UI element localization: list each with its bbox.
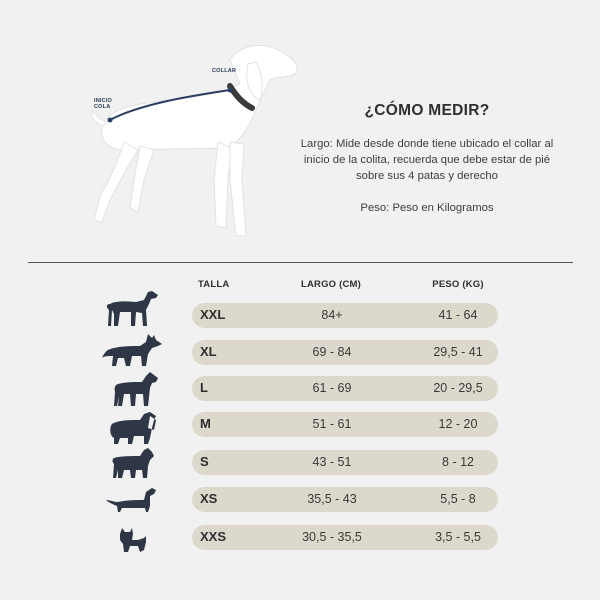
tail-start-label <box>94 98 112 110</box>
schnauzer-icon <box>100 444 170 482</box>
weight-value: 3,5 - 5,5 <box>435 530 481 544</box>
weight-value: 5,5 - 8 <box>440 492 476 506</box>
size-label: L <box>200 380 208 395</box>
size-label: XS <box>200 491 218 506</box>
length-term: Largo: <box>300 138 333 150</box>
length-value: 35,5 - 43 <box>307 492 357 506</box>
length-value: 69 - 84 <box>312 345 352 359</box>
size-label: XXL <box>200 307 226 322</box>
length-text: Mide desde donde tiene ubicado el collar al inicio de la colita, recuerda que debe estar de pié sobre sus 4 patas y derecho <box>303 138 554 182</box>
tail-start-line2: COLA <box>94 104 111 110</box>
weight-value: 12 - 20 <box>438 417 478 431</box>
size-label: M <box>200 416 211 431</box>
german-shepherd-icon <box>100 332 170 370</box>
section-divider <box>28 262 573 263</box>
length-value: 61 - 69 <box>312 381 352 395</box>
size-row-xs <box>192 487 498 512</box>
weight-value: 20 - 29,5 <box>433 381 483 395</box>
weight-value: 41 - 64 <box>438 308 478 322</box>
length-column-header: LARGO (CM) <box>300 279 362 290</box>
length-value: 51 - 61 <box>312 417 352 431</box>
weight-text: Peso en Kilogramos <box>392 202 494 214</box>
weight-column-header: PESO (KG) <box>432 279 484 290</box>
size-row-l <box>192 376 498 401</box>
weight-instructions <box>296 200 558 216</box>
yorkie-icon <box>100 520 170 558</box>
weight-term: Peso: <box>360 202 390 214</box>
how-to-measure-panel <box>296 102 558 216</box>
size-row-m <box>192 412 498 437</box>
size-label: XL <box>200 344 217 359</box>
size-label: S <box>200 454 209 469</box>
spaniel-icon <box>100 408 170 446</box>
weight-value: 8 - 12 <box>442 455 474 469</box>
dachshund-icon <box>100 482 170 520</box>
how-to-measure-title: ¿CÓMO MEDIR? <box>364 102 490 119</box>
great-dane-icon <box>100 290 170 328</box>
length-value: 43 - 51 <box>312 455 352 469</box>
weight-value: 29,5 - 41 <box>433 345 483 359</box>
length-value: 30,5 - 35,5 <box>302 530 362 544</box>
measuring-guide <box>0 0 600 262</box>
size-row-xxs <box>192 525 498 550</box>
dog-measurement-illustration <box>80 30 320 245</box>
size-row-s <box>192 450 498 475</box>
collar-label: COLLAR <box>212 68 237 74</box>
tail-start-line1: INICIO <box>94 98 113 104</box>
size-row-xxl <box>192 303 498 328</box>
size-label: XXS <box>200 529 227 544</box>
size-column-header: TALLA <box>198 279 230 290</box>
boxer-icon <box>100 370 170 408</box>
length-instructions <box>296 136 558 184</box>
length-value: 84+ <box>321 308 343 322</box>
size-row-xl <box>192 340 498 365</box>
